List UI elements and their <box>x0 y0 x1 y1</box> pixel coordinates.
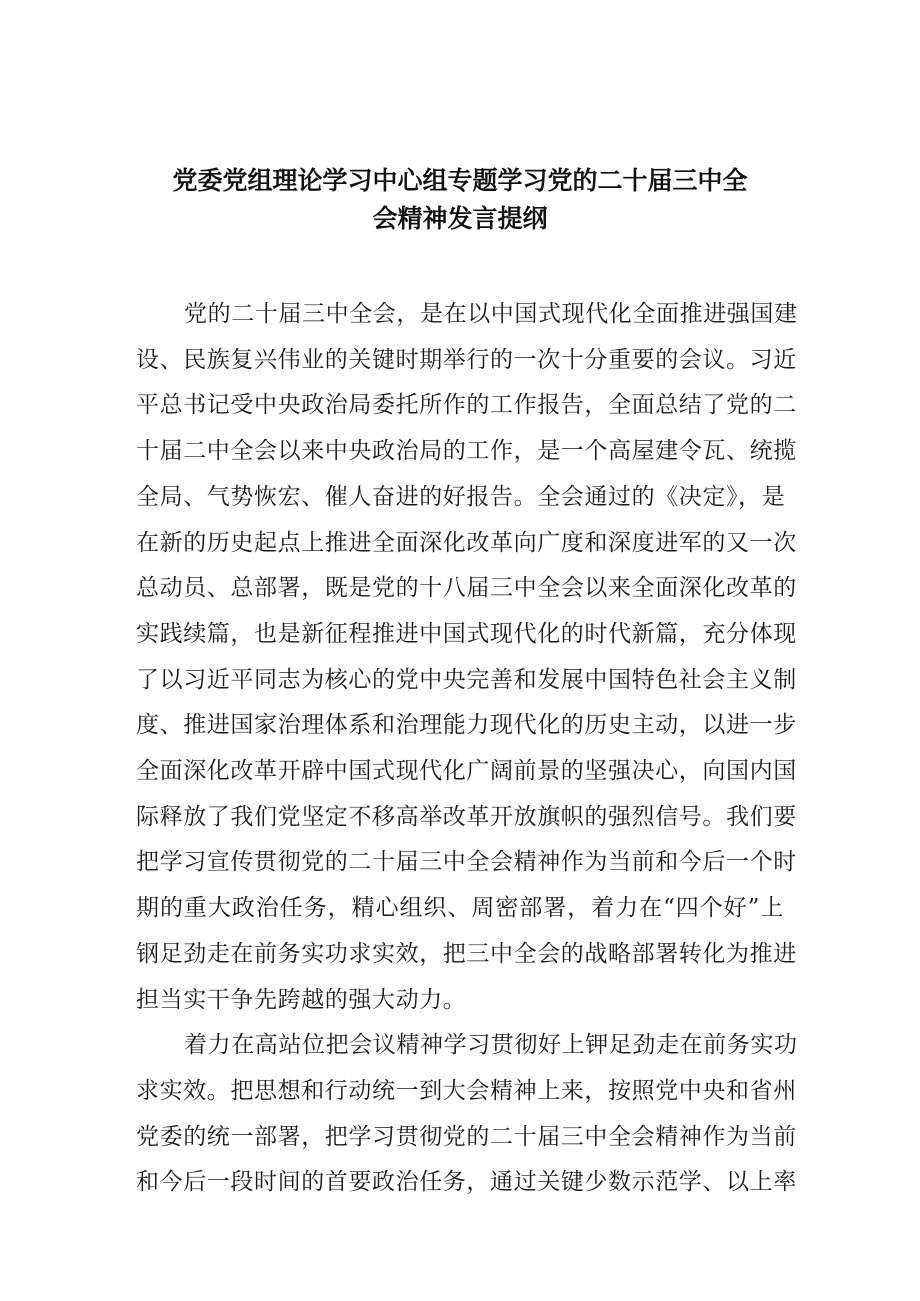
title-line-1: 党委党组理论学习中心组专题学习党的二十届三中全 <box>172 166 748 195</box>
paragraph-line: 平总书记受中央政治局委托所作的工作报告，全面总结了党的二 <box>136 392 797 419</box>
paragraph-line: 实践续篇，也是新征程推进中国式现代化的时代新篇，充分体现 <box>136 620 797 647</box>
paragraph-line: 全面深化改革开辟中国式现代化广阔前景的坚强决心，向国内国 <box>136 758 797 785</box>
document-body <box>136 292 798 1206</box>
title-line-2: 会精神发言提纲 <box>372 204 548 233</box>
paragraph-1 <box>136 292 798 1023</box>
paragraph-line: 担当实干争先跨越的强大动力。 <box>136 986 467 1013</box>
paragraph-line: 总动员、总部署，既是党的十八届三中全会以来全面深化改革的 <box>136 575 797 602</box>
paragraph-2 <box>136 1023 798 1206</box>
paragraph-line: 十届二中全会以来中央政治局的工作，是一个高屋建令瓦、统揽 <box>136 438 797 465</box>
paragraph-line: 了以习近平同志为核心的党中央完善和发展中国特色社会主义制 <box>136 666 797 693</box>
paragraph-line: 和今后一段时间的首要政治任务，通过关键少数示范学、以上率 <box>136 1169 797 1196</box>
paragraph-line: 求实效。把思想和行动统一到大会精神上来，按照党中央和省州 <box>136 1077 797 1104</box>
paragraph-line: 度、推进国家治理体系和治理能力现代化的历史主动，以进一步 <box>136 712 797 739</box>
paragraph-line: 党的二十届三中全会，是在以中国式现代化全面推进强国建 <box>184 301 798 327</box>
paragraph-line: 钢足劲走在前务实功求实效，把三中全会的战略部署转化为推进 <box>136 940 797 967</box>
paragraph-line: 全局、气势恢宏、催人奋进的好报告。全会通过的《决定》，是 <box>136 483 786 510</box>
document-title <box>120 162 800 238</box>
paragraph-line: 在新的历史起点上推进全面深化改革向广度和深度进军的又一次 <box>136 529 797 556</box>
paragraph-line: 际释放了我们党坚定不移高举改革开放旗帜的强烈信号。我们要 <box>136 803 797 830</box>
paragraph-line: 期的重大政治任务，精心组织、周密部署，着力在“四个好”上 <box>136 895 784 922</box>
paragraph-line: 设、民族复兴伟业的关键时期举行的一次十分重要的会议。习近 <box>136 346 797 373</box>
paragraph-line: 着力在高站位把会议精神学习贯彻好上钾足劲走在前务实功 <box>184 1032 798 1059</box>
paragraph-line: 把学习宣传贯彻党的二十届三中全会精神作为当前和今后一个时 <box>136 849 797 876</box>
paragraph-line: 党委的统一部署，把学习贯彻党的二十届三中全会精神作为当前 <box>136 1123 797 1150</box>
